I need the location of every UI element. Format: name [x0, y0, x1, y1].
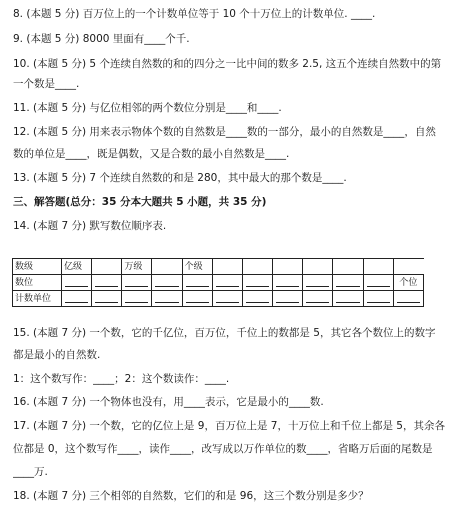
table-cell — [242, 291, 272, 307]
question-11: 11. (本题 5 分) 与亿位相邻的两个数位分别是____和____. — [13, 102, 282, 114]
question-14: 14. (本题 7 分) 默写数位顺序表. — [13, 220, 167, 232]
question-16: 16. (本题 7 分) 一个物体也没有，用____表示，它是最小的____数. — [13, 396, 324, 408]
table-cell — [273, 275, 303, 291]
table-cell — [152, 291, 182, 307]
table-cell — [92, 291, 122, 307]
question-13: 13. (本题 5 分) 7 个连续自然数的和是 280，其中最大的那个数是____. — [13, 172, 347, 184]
section-3-heading: 三、解答题(总分：35 分本大题共 5 小题，共 35 分) — [13, 196, 267, 208]
question-17-line2: 位都是 0，这个数写作____，读作____，改写成以万作单位的数____，省略万后面的尾数是 — [13, 443, 433, 455]
table-cell — [62, 275, 92, 291]
table-cell: 个级 — [182, 259, 212, 275]
table-cell — [212, 291, 242, 307]
table-cell — [152, 275, 182, 291]
table-cell — [273, 291, 303, 307]
table-cell — [333, 275, 363, 291]
table-cell — [363, 291, 393, 307]
table-cell: 万级 — [122, 259, 152, 275]
table-cell: 个位 — [393, 275, 423, 291]
question-15-line1: 15. (本题 7 分) 一个数，它的千亿位，百万位，千位上的数都是 5，其它各个数位上的数字 — [13, 327, 436, 339]
question-10-line1: 10. (本题 5 分) 5 个连续自然数的和的四分之一比中间的数多 2.5, 这五个连续自然数中的第 — [13, 58, 442, 70]
table-cell — [333, 259, 363, 275]
table-cell — [242, 275, 272, 291]
table-cell — [303, 291, 333, 307]
question-9: 9. (本题 5 分) 8000 里面有____个千. — [13, 33, 190, 45]
question-15-line2: 都是最小的自然数. — [13, 349, 101, 361]
table-cell — [363, 259, 393, 275]
table-cell — [182, 291, 212, 307]
table-cell — [242, 259, 272, 275]
table-cell — [273, 259, 303, 275]
table-cell — [92, 275, 122, 291]
table-row — [13, 275, 424, 291]
question-18: 18. (本题 7 分) 三个相邻的自然数，它们的和是 96，这三个数分别是多少？ — [13, 490, 369, 502]
table-cell: 数级 — [13, 259, 62, 275]
question-8: 8. (本题 5 分) 百万位上的一个计数单位等于 10 个十万位上的计数单位. ____. — [13, 8, 376, 20]
table-cell — [393, 291, 423, 307]
table-cell — [303, 259, 333, 275]
table-cell — [182, 275, 212, 291]
table-cell — [122, 291, 152, 307]
table-cell — [212, 275, 242, 291]
table-cell — [393, 259, 423, 275]
table-cell — [152, 259, 182, 275]
table-cell — [303, 275, 333, 291]
table-cell: 亿级 — [62, 259, 92, 275]
table-cell — [122, 275, 152, 291]
question-17-line1: 17. (本题 7 分) 一个数，它的亿位上是 9，百万位上是 7，十万位上和千位上都是 5，其余各 — [13, 420, 445, 432]
table-cell — [333, 291, 363, 307]
question-12-line1: 12. (本题 5 分) 用来表示物体个数的自然数是____数的一部分，最小的自然数是____，自然 — [13, 126, 436, 138]
table-row — [13, 259, 424, 275]
table-cell: 计数单位 — [13, 291, 62, 307]
question-12-line2: 数的单位是____，既是偶数，又是合数的最小自然数是____. — [13, 148, 290, 160]
table-cell — [92, 259, 122, 275]
table-cell — [62, 291, 92, 307]
table-cell: 数位 — [13, 275, 62, 291]
question-10-line2: 一个数是____. — [13, 78, 80, 90]
table-row — [13, 291, 424, 307]
table-cell — [212, 259, 242, 275]
table-cell — [363, 275, 393, 291]
question-15-parts: 1：这个数写作：____；2：这个数读作：____. — [13, 373, 230, 385]
place-value-table — [12, 258, 424, 307]
question-17-line3: ____万. — [13, 466, 48, 478]
